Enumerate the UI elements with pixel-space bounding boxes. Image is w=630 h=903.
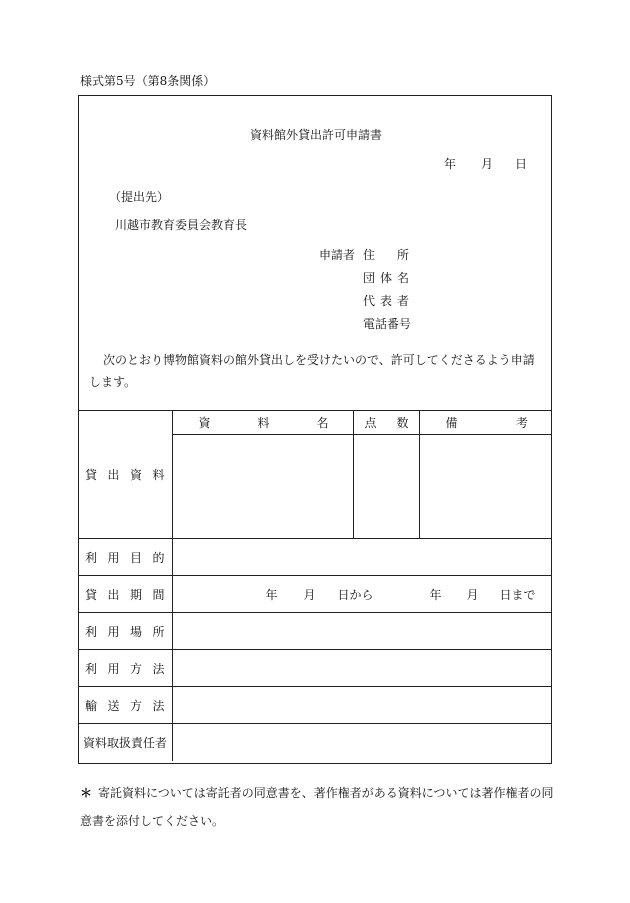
char: 目	[129, 550, 142, 565]
char: 考	[515, 416, 528, 430]
place-entry[interactable]	[172, 613, 552, 650]
date-day-label: 日	[515, 157, 528, 171]
char: 利	[85, 550, 98, 565]
footnote-text: 寄託資料については寄託者の同意書を、著作権者がある資料については著作権者の同意書を添付してください。	[80, 786, 554, 828]
char: 料	[257, 416, 270, 430]
char: 方	[129, 698, 142, 713]
char: 出	[107, 468, 120, 482]
char: 期	[129, 587, 142, 602]
char: 方	[129, 661, 142, 676]
footnote	[80, 779, 560, 835]
char: 号	[399, 317, 412, 331]
char: 団	[363, 271, 376, 285]
loan-details-table	[78, 410, 552, 761]
applicant-field-group	[363, 269, 409, 286]
char: 貸	[85, 468, 98, 482]
char: 資	[129, 468, 142, 482]
row-label-method	[78, 650, 172, 687]
row-label-transport	[78, 687, 172, 724]
materials-name-entry[interactable]	[172, 435, 353, 539]
char: 数	[396, 416, 409, 430]
row-label-period	[78, 576, 172, 613]
char: 利	[85, 661, 98, 676]
footnote-mark: ＊	[80, 786, 93, 800]
char: 貸	[85, 587, 98, 602]
char: 用	[107, 550, 120, 565]
char: 場	[129, 624, 142, 639]
period-to-month: 月	[466, 588, 479, 602]
materials-remarks-entry[interactable]	[419, 435, 552, 539]
responsible-person-entry[interactable]	[172, 724, 552, 761]
period-to-day: 日まで	[499, 588, 536, 602]
period-to-year: 年	[429, 588, 442, 602]
responsible-person-label: 資料取扱責任者	[83, 735, 168, 750]
row-label-place	[78, 613, 172, 650]
column-header-name	[172, 411, 353, 435]
char: 名	[396, 271, 409, 285]
period-from-year: 年	[265, 588, 278, 602]
date-year-label: 年	[444, 157, 457, 171]
char: 代	[363, 294, 376, 308]
row-label-purpose	[78, 539, 172, 576]
purpose-entry[interactable]	[172, 539, 552, 576]
applicant-field-address	[363, 246, 409, 263]
form-id: 様式第5号（第8条関係）	[80, 74, 216, 88]
char: 法	[152, 698, 165, 713]
char: 所	[152, 624, 165, 639]
char: 用	[107, 661, 120, 676]
period-from-month: 月	[303, 588, 316, 602]
applicant-lead: 申請者	[319, 248, 356, 262]
period-entry[interactable]	[172, 576, 552, 613]
char: 的	[152, 550, 165, 565]
char: 用	[107, 624, 120, 639]
method-entry[interactable]	[172, 650, 552, 687]
period-from-day: 日から	[337, 588, 374, 602]
application-frame	[78, 95, 552, 764]
char: 出	[107, 587, 120, 602]
char: 体	[379, 271, 392, 285]
char: 番	[387, 317, 400, 331]
applicant-field-representative	[363, 292, 409, 309]
column-header-remarks	[419, 411, 552, 435]
char: 者	[396, 294, 409, 308]
column-header-count	[353, 411, 419, 435]
char: 表	[379, 294, 392, 308]
transport-entry[interactable]	[172, 687, 552, 724]
char: 利	[85, 624, 98, 639]
char: 法	[152, 661, 165, 676]
char: 名	[316, 416, 329, 430]
char: 話	[375, 317, 388, 331]
char: 点	[364, 416, 377, 430]
char: 備	[445, 416, 458, 430]
submit-to-label: （提出先）	[109, 190, 170, 204]
char: 電	[363, 317, 376, 331]
materials-label-cell	[78, 411, 172, 539]
char: 資	[198, 416, 211, 430]
char: 間	[152, 587, 165, 602]
applicant-field-phone	[363, 315, 412, 332]
date-month-label: 月	[481, 157, 494, 171]
char: 料	[152, 468, 165, 482]
materials-count-entry[interactable]	[353, 435, 419, 539]
application-statement: 次のとおり博物館資料の館外貸出しを受けたいので、許可してくださるよう申請します。	[89, 353, 535, 389]
form-title: 資料館外貸出許可申請書	[249, 128, 382, 142]
char: 住	[363, 248, 376, 262]
char: 輸	[85, 698, 98, 713]
row-label-responsible-person	[78, 724, 172, 761]
char: 所	[396, 248, 409, 262]
char: 送	[107, 698, 120, 713]
addressee: 川越市教育委員会教育長	[115, 218, 248, 232]
